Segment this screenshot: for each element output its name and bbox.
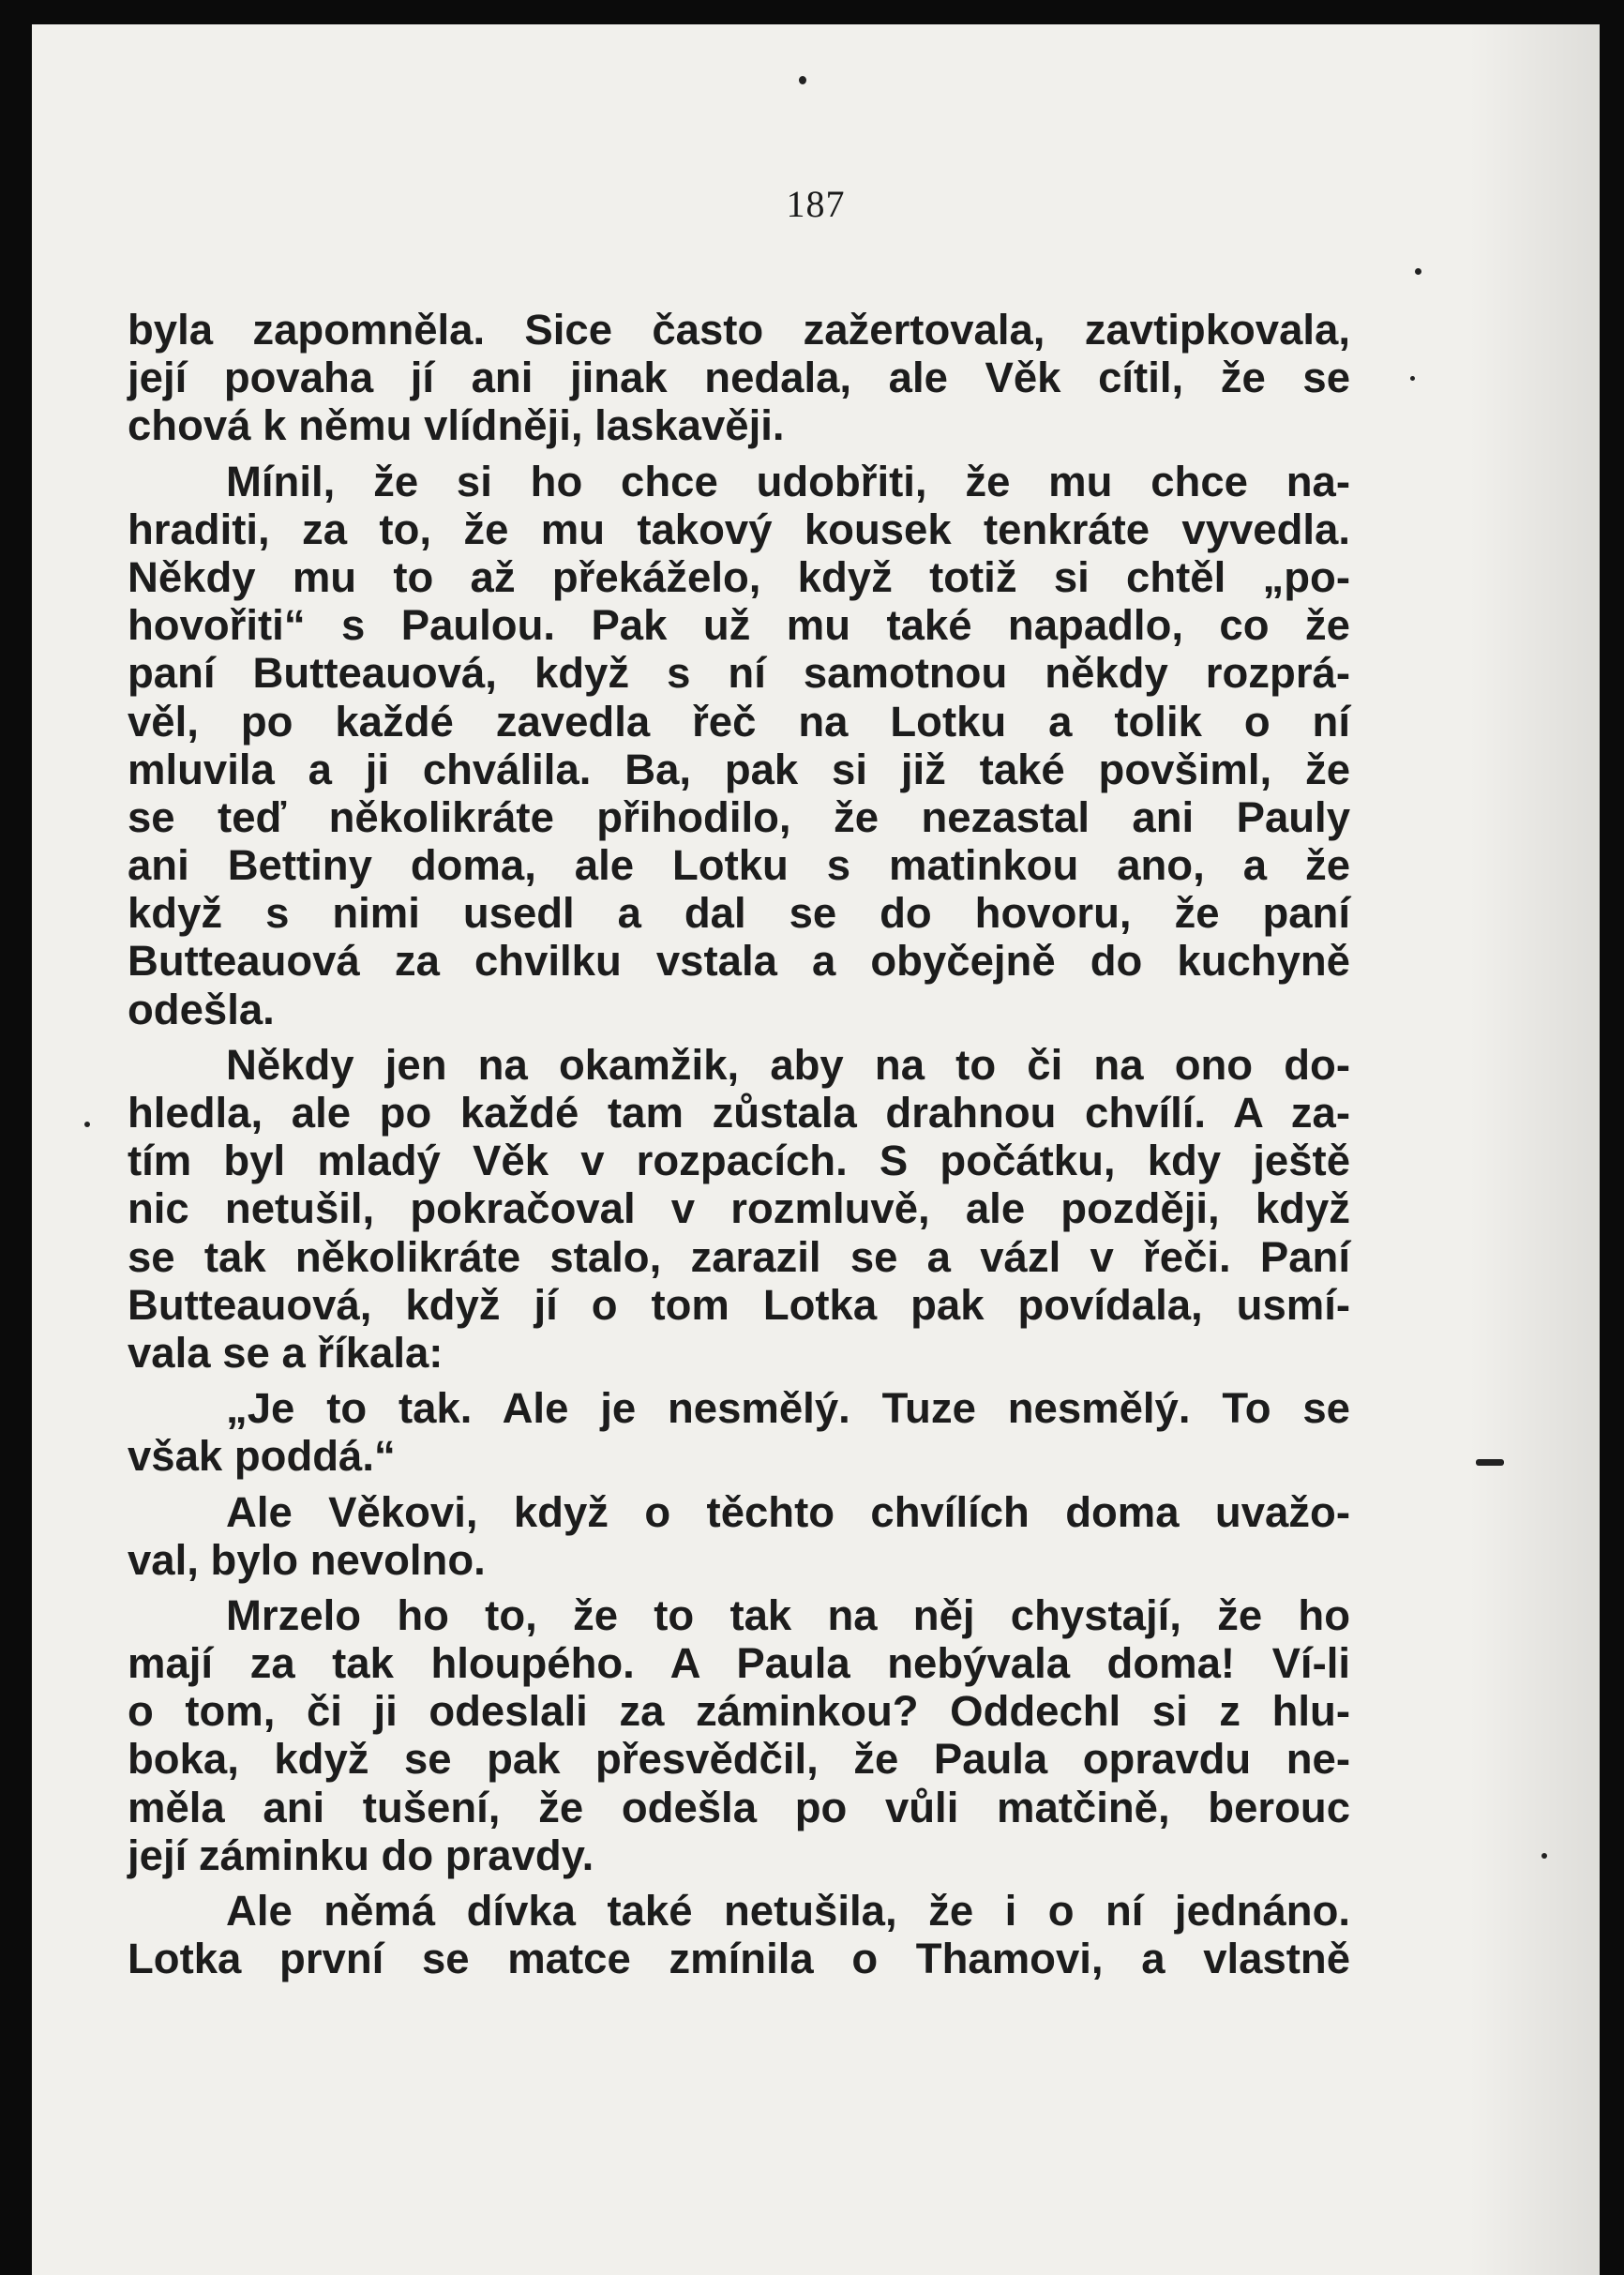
text-line: nic netušil, pokračoval v rozmluvě, ale později, když — [128, 1184, 1350, 1233]
text-line: val, bylo nevolno. — [128, 1535, 486, 1584]
dust-speck — [1476, 1459, 1504, 1466]
text-line: Lotka první se matce zmínila o Thamovi, a vlastně — [128, 1935, 1350, 1983]
text-line: vala se a říkala: — [128, 1328, 444, 1377]
page-number: 187 — [786, 183, 846, 225]
text-line: hovořiti“ s Paulou. Pak už mu také napadlo, co že — [128, 601, 1350, 650]
dust-speck — [1541, 1853, 1547, 1859]
text-line: hledla, ale po každé tam zůstala drahnou chvílí. A za- — [128, 1089, 1350, 1137]
text-line: Mrzelo ho to, že to tak na něj chystají, že ho — [226, 1590, 1350, 1639]
text-line: Butteauová, když jí o tom Lotka pak povídala, usmí- — [128, 1280, 1350, 1329]
text-line: Ale němá dívka také netušila, že i o ní jednáno. — [226, 1887, 1350, 1935]
edge-shading — [1468, 24, 1600, 2275]
dust-speck — [1410, 376, 1415, 381]
text-line: mají za tak hloupého. A Paula nebývala doma! Ví-li — [128, 1639, 1350, 1688]
text-line: když s nimi usedl a dal se do hovoru, že paní — [128, 889, 1350, 938]
text-line: Někdy jen na okamžik, aby na to či na ono do- — [226, 1040, 1350, 1089]
text-line: mluvila a ji chválila. Ba, pak si již také povšiml, že — [128, 745, 1350, 793]
text-line: její záminku do pravdy. — [128, 1831, 594, 1879]
text-line: chová k němu vlídněji, laskavěji. — [128, 401, 785, 450]
text-line: se teď několikráte přihodilo, že nezastal ani Pauly — [128, 792, 1350, 841]
text-line: odešla. — [128, 985, 275, 1033]
paper-sheet — [32, 24, 1600, 2275]
dust-speck — [84, 1122, 90, 1127]
text-line: měla ani tušení, že odešla po vůli matčině, berouc — [128, 1783, 1350, 1831]
text-line: paní Butteauová, když s ní samotnou někdy rozprá- — [128, 649, 1350, 698]
text-line: ani Bettiny doma, ale Lotku s matinkou ano, a že — [128, 841, 1350, 890]
text-line: však poddá.“ — [128, 1432, 396, 1481]
dust-speck — [1415, 268, 1421, 275]
text-line: boka, když se pak přesvědčil, že Paula opravdu ne- — [128, 1735, 1350, 1784]
text-line: Butteauová za chvilku vstala a obyčejně do kuchyně — [128, 937, 1350, 986]
text-line: se tak několikráte stalo, zarazil se a vázl v řeči. Paní — [128, 1232, 1350, 1281]
text-line: Ale Věkovi, když o těchto chvílích doma uvažo- — [226, 1487, 1350, 1536]
text-line: Někdy mu to až překáželo, když totiž si chtěl „po- — [128, 552, 1350, 601]
text-line: o tom, či ji odeslali za záminkou? Oddechl si z hlu- — [128, 1687, 1350, 1736]
text-line: její povaha jí ani jinak nedala, ale Věk cítil, že se — [128, 354, 1350, 402]
text-line: Mínil, že si ho chce udobřiti, že mu chce na- — [226, 457, 1350, 505]
text-line: byla zapomněla. Sice často zažertovala, zavtipkovala, — [128, 306, 1350, 354]
text-line: hraditi, za to, že mu takový kousek tenkráte vyvedla. — [128, 505, 1350, 553]
body-text — [128, 306, 1350, 1982]
text-line: tím byl mladý Věk v rozpacích. S počátku, kdy ještě — [128, 1137, 1350, 1185]
text-line: věl, po každé zavedla řeč na Lotku a tolik o ní — [128, 697, 1350, 746]
dust-speck — [799, 76, 806, 84]
text-line: „Je to tak. Ale je nesmělý. Tuze nesmělý. To se — [226, 1384, 1350, 1433]
